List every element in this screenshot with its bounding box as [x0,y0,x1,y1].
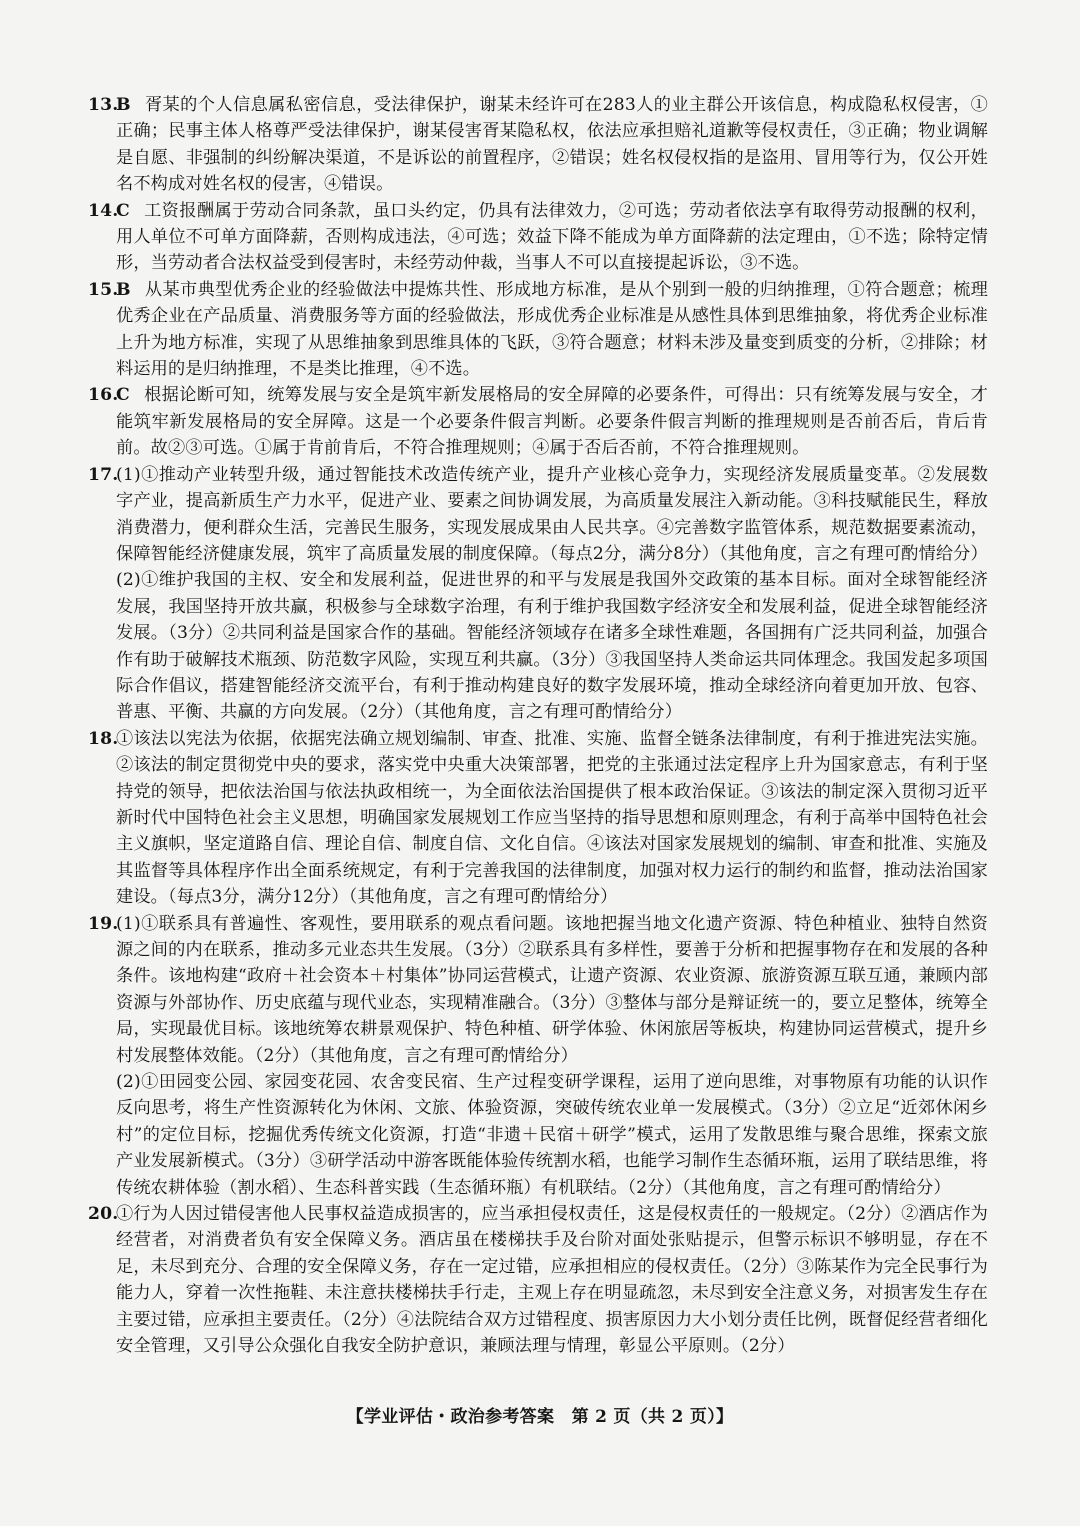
answer-item-15 [88,277,988,383]
sub-answer-1: (1)①联系具有普遍性、客观性，要用联系的观点看问题。该地把握当地文化遗产资源、特色种植业、独特自然资源之间的内在联系，推动多元业态共生发展。（3分）②联系具有多样性，要善于分析和把握事物存在和发展的各种条件。该地构建“政府＋社会资本＋村集体”协同运营模式，让遗产资源、农业资源、旅游资源互联互通，兼顾内部资源与外部协作、历史底蕴与现代业态，实现精准融合。（3分）③整体与部分是辩证统一的，要立足整体，统筹全局，实现最优目标。该地统筹农耕景观保护、特色种植、研学体验、休闲旅居等板块，构建协同运营模式，提升乡村发展整体效能。（2分）（其他角度，言之有理可酌情给分） [116,913,988,1066]
sub-answer-1: ①该法以宪法为依据，依据宪法确立规划编制、审查、批准、实施、监督全链条法律制度，有利于推进宪法实施。②该法的制定贯彻党中央的要求，落实党中央重大决策部署，把党的主张通过法定程序上升为国家意志，有利于坚持党的领导，把依法治国与依法执政相统一，为全面依法治国提供了根本政治保证。③该法的制定深入贯彻习近平新时代中国特色社会主义思想，明确国家发展规划工作应当坚持的指导思想和原则理念，有利于高举中国特色社会主义旗帜，坚定道路自信、理论自信、制度自信、文化自信。④该法对国家发展规划的编制、审查和批准、实施及其监督等具体程序作出全面系统规定，有利于完善我国的法律制度，加强对权力运行的制约和监督，推动法治国家建设。（每点3分，满分12分）（其他角度，言之有理可酌情给分） [116,728,988,908]
explanation-text: 工资报酬属于劳动合同条款，虽口头约定，仍具有法律效力，②可选；劳动者依法享有取得劳动报酬的权利，用人单位不可单方面降薪，否则构成违法，④可选；效益下降不能成为单方面降薪的法定理由，①不选；除特定情形，当劳动者合法权益受到侵害时，未经劳动仲裁，当事人不可以直接提起诉讼，③不选。 [116,200,988,274]
item-number: 16. [88,385,119,406]
sub-answer-1: (1)①推动产业转型升级，通过智能技术改造传统产业，提升产业核心竞争力，实现经济发展质量变革。②发展数字产业，提高新质生产力水平，促进产业、要素之间协调发展，为高质量发展注入新动能。③科技赋能民生，释放消费潜力，便利群众生活，完善民生服务，实现发展成果由人民共享。④完善数字监管体系，规范数据要素流动，保障智能经济健康发展，筑牢了高质量发展的制度保障。（每点2分，满分8分）（其他角度，言之有理可酌情给分） [116,464,988,564]
answer-choice: C [116,385,130,406]
answer-choice: B [116,279,131,300]
explanation-text: 胥某的个人信息属私密信息，受法律保护，谢某未经许可在283人的业主群公开该信息，构成隐私权侵害，①正确；民事主体人格尊严受法律保护，谢某侵害胥某隐私权，依法应承担赔礼道歉等侵权责任，③正确；物业调解是自愿、非强制的纠纷解决渠道，不是诉讼的前置程序，②错误；姓名权侵权指的是盗用、冒用等行为，仅公开姓名不构成对姓名权的侵害，④错误。 [116,95,988,195]
answer-item-20 [88,1201,988,1359]
page-footer: 【学业评估・政治参考答案 第 2 页（共 2 页）】 [346,1407,734,1427]
item-number: 13. [88,95,119,115]
sub-answer-2: (2)①田园变公园、家园变花园、农舍变民宿、生产过程变研学课程，运用了逆向思维，对事物原有功能的认识作反向思考，将生产性资源转化为休闲、文旅、体验资源，突破传统农业单一发展模式。（3分）②立足“近郊休闲乡村”的定位目标，挖掘优秀传统文化资源，打造“非遗＋民宿＋研学”模式，运用了发散思维与聚合思维，探索文旅产业发展新模式。（3分）③研学活动中游客既能体验传统割水稻，也能学习制作生态循环瓶，运用了联结思维，将传统农耕体验（割水稻）、生态科普实践（生态循环瓶）有机联结。（2分）（其他角度，言之有理可酌情给分） [116,1072,988,1198]
item-number: 19. [88,913,119,934]
item-number: 14. [88,200,119,221]
answer-item-18 [88,726,988,911]
answer-item-16 [88,382,988,461]
explanation-text: 根据论断可知，统筹发展与安全是筑牢新发展格局的安全屏障的必要条件，可得出：只有统筹发展与安全，才能筑牢新发展格局的安全屏障。这是一个必要条件假言判断。必要条件假言判断的推理规则是否前否后，肯后肯前。故②③可选。①属于肯前肯后，不符合推理规则；④属于否后否前，不符合推理规则。 [116,385,988,459]
sub-answer-1: ①行为人因过错侵害他人民事权益造成损害的，应当承担侵权责任，这是侵权责任的一般规定。（2分）②酒店作为经营者，对消费者负有安全保障义务。酒店虽在楼梯扶手及台阶对面处张贴提示，但警示标识不够明显，存在不足，未尽到充分、合理的安全保障义务，存在一定过错，应承担相应的侵权责任。（2分）③陈某作为完全民事行为能力人，穿着一次性拖鞋、未注意扶楼梯扶手行走，主观上存在明显疏忽，未尽到安全注意义务，对损害发生存在主要过错，应承担主要责任。（2分）④法院结合双方过错程度、损害原因力大小划分责任比例，既督促经营者细化安全管理，又引导公众强化自我安全防护意识，兼顾法理与情理，彰显公平原则。（2分） [116,1204,988,1357]
item-number: 15. [88,279,119,300]
answer-item-14 [88,198,988,277]
explanation-text: 从某市典型优秀企业的经验做法中提炼共性、形成地方标准，是从个别到一般的归纳推理，①符合题意；梳理优秀企业在产品质量、消费服务等方面的经验做法，形成优秀企业标准是从感性具体到思维抽象，将优秀企业标准上升为地方标准，实现了从思维抽象到思维具体的飞跃，③符合题意；材料未涉及量变到质变的分析，②排除；材料运用的是归纳推理，不是类比推理，④不选。 [116,279,988,380]
item-number: 18. [88,728,119,749]
answer-item-19 [88,911,988,1201]
answer-item-13 [88,92,988,198]
item-number: 17. [88,464,119,485]
answer-item-17 [88,462,988,726]
sub-answer-2: (2)①维护我国的主权、安全和发展利益，促进世界的和平与发展是我国外交政策的基本目标。面对全球智能经济发展，我国坚持开放共赢，积极参与全球数字治理，有利于维护我国数字经济安全和发展利益，促进全球智能经济发展。（3分）②共同利益是国家合作的基础。智能经济领域存在诸多全球性难题，各国拥有广泛共同利益，加强合作有助于破解技术瓶颈、防范数字风险，实现互利共赢。（3分）③我国坚持人类命运共同体理念。我国发起多项国际合作倡议，搭建智能经济交流平台，有利于推动构建良好的数字发展环境，推动全球经济向着更加开放、包容、普惠、平衡、共赢的方向发展。（2分）（其他角度，言之有理可酌情给分） [116,570,988,723]
item-number: 20. [88,1204,119,1225]
answer-choice: B [116,95,131,115]
answer-choice: C [116,200,130,221]
